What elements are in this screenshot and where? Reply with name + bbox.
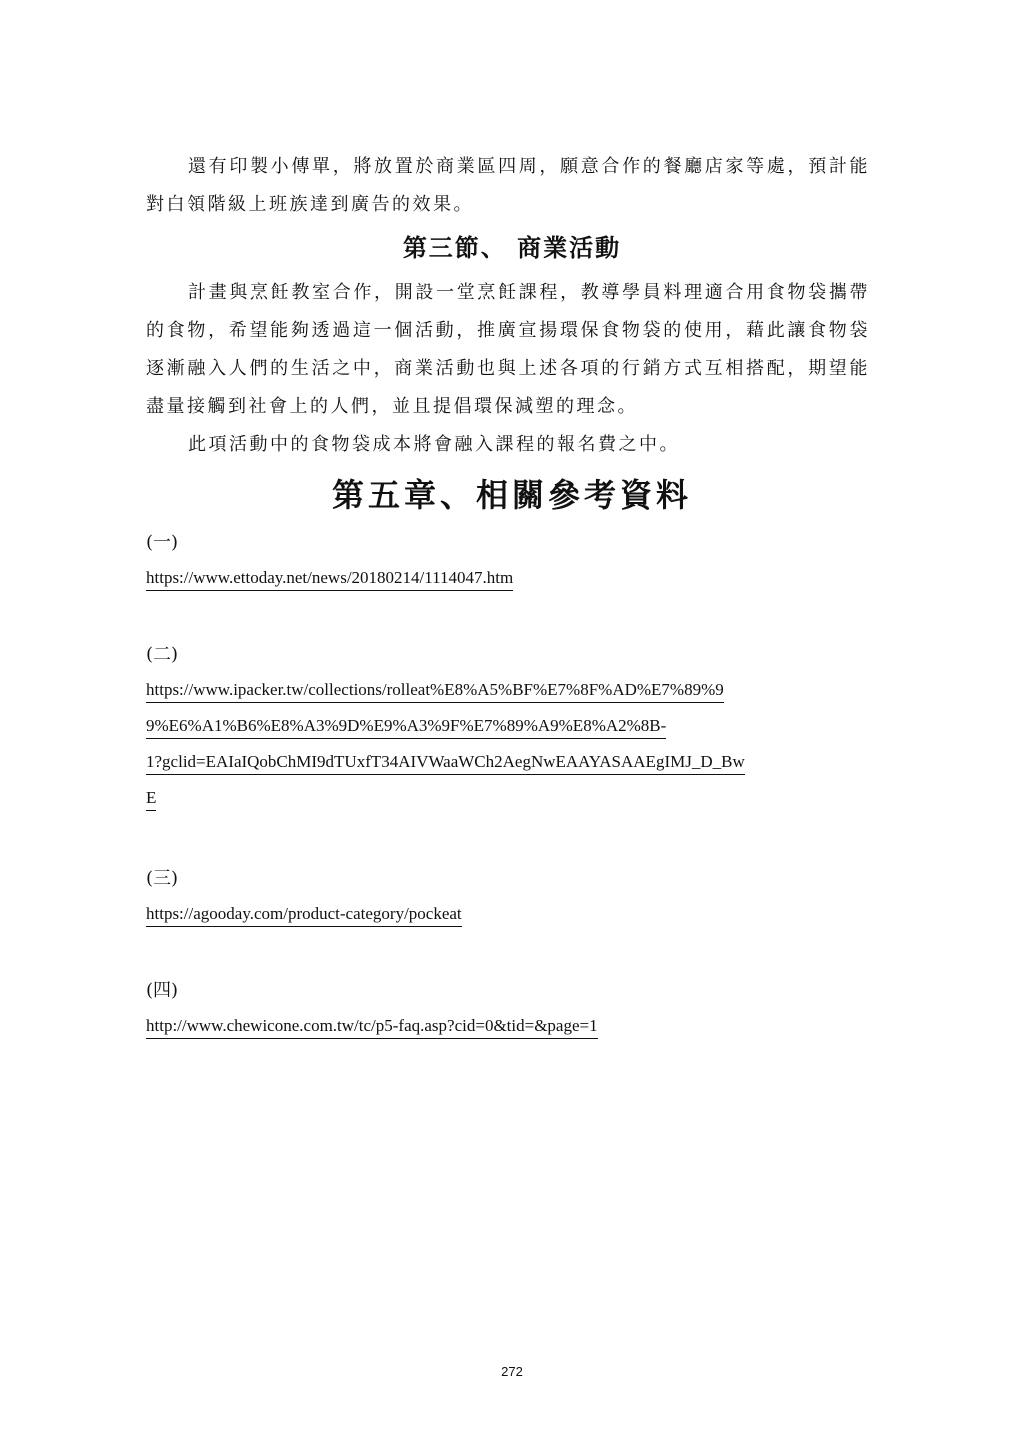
section-paragraph-2: 此項活動中的食物袋成本將會融入課程的報名費之中。 (188, 434, 680, 455)
section-body (146, 274, 870, 464)
reference-link-4[interactable] (146, 1008, 876, 1044)
reference-label-2: (二) (146, 644, 179, 665)
reference-link-2-line-4: E (146, 788, 156, 811)
reference-label-1: (一) (146, 532, 179, 553)
reference-link-1[interactable] (146, 560, 876, 596)
reference-link-4-text: http://www.chewicone.com.tw/tc/p5-faq.asp?cid=0&tid=&page=1 (146, 1016, 598, 1039)
reference-link-3-text: https://agooday.com/product-category/pockeat (146, 904, 462, 927)
chapter-title: 第五章、相關參考資料 (331, 476, 692, 514)
section-paragraph-1: 計畫與烹飪教室合作，開設一堂烹飪課程，教導學員料理適合用食物袋攜帶的食物，希望能夠透過這一個活動，推廣宣揚環保食物袋的使用，藉此讓食物袋逐漸融入人們的生活之中，商業活動也與上述各項的行銷方式互相搭配，期望能盡量接觸到社會上的人們，並且提倡環保減塑的理念。 (146, 282, 870, 417)
reference-label-4: (四) (146, 980, 179, 1001)
reference-link-1-text: https://www.ettoday.net/news/20180214/1114047.htm (146, 568, 513, 591)
reference-link-3[interactable] (146, 896, 876, 932)
reference-link-2-line-2: 9%E6%A1%B6%E8%A3%9D%E9%A3%9F%E7%89%A9%E8%A2%8B- (146, 716, 666, 739)
section-title: 第三節、 商業活動 (402, 233, 622, 262)
intro-text: 還有印製小傳單，將放置於商業區四周，願意合作的餐廳店家等處，預計能對白領階級上班族達到廣告的效果。 (146, 156, 870, 215)
reference-link-2-line-1: https://www.ipacker.tw/collections/rolleat%E8%A5%BF%E7%8F%AD%E7%89%9 (146, 680, 724, 703)
page-number: 272 (501, 1364, 523, 1379)
reference-link-2-line-3: 1?gclid=EAIaIQobChMI9dTUxfT34AIVWaaWCh2AegNwEAAYASAAEgIMJ_D_Bw (146, 752, 745, 775)
reference-link-2[interactable] (146, 672, 876, 816)
reference-label-3: (三) (146, 868, 179, 889)
intro-paragraph (146, 148, 870, 224)
